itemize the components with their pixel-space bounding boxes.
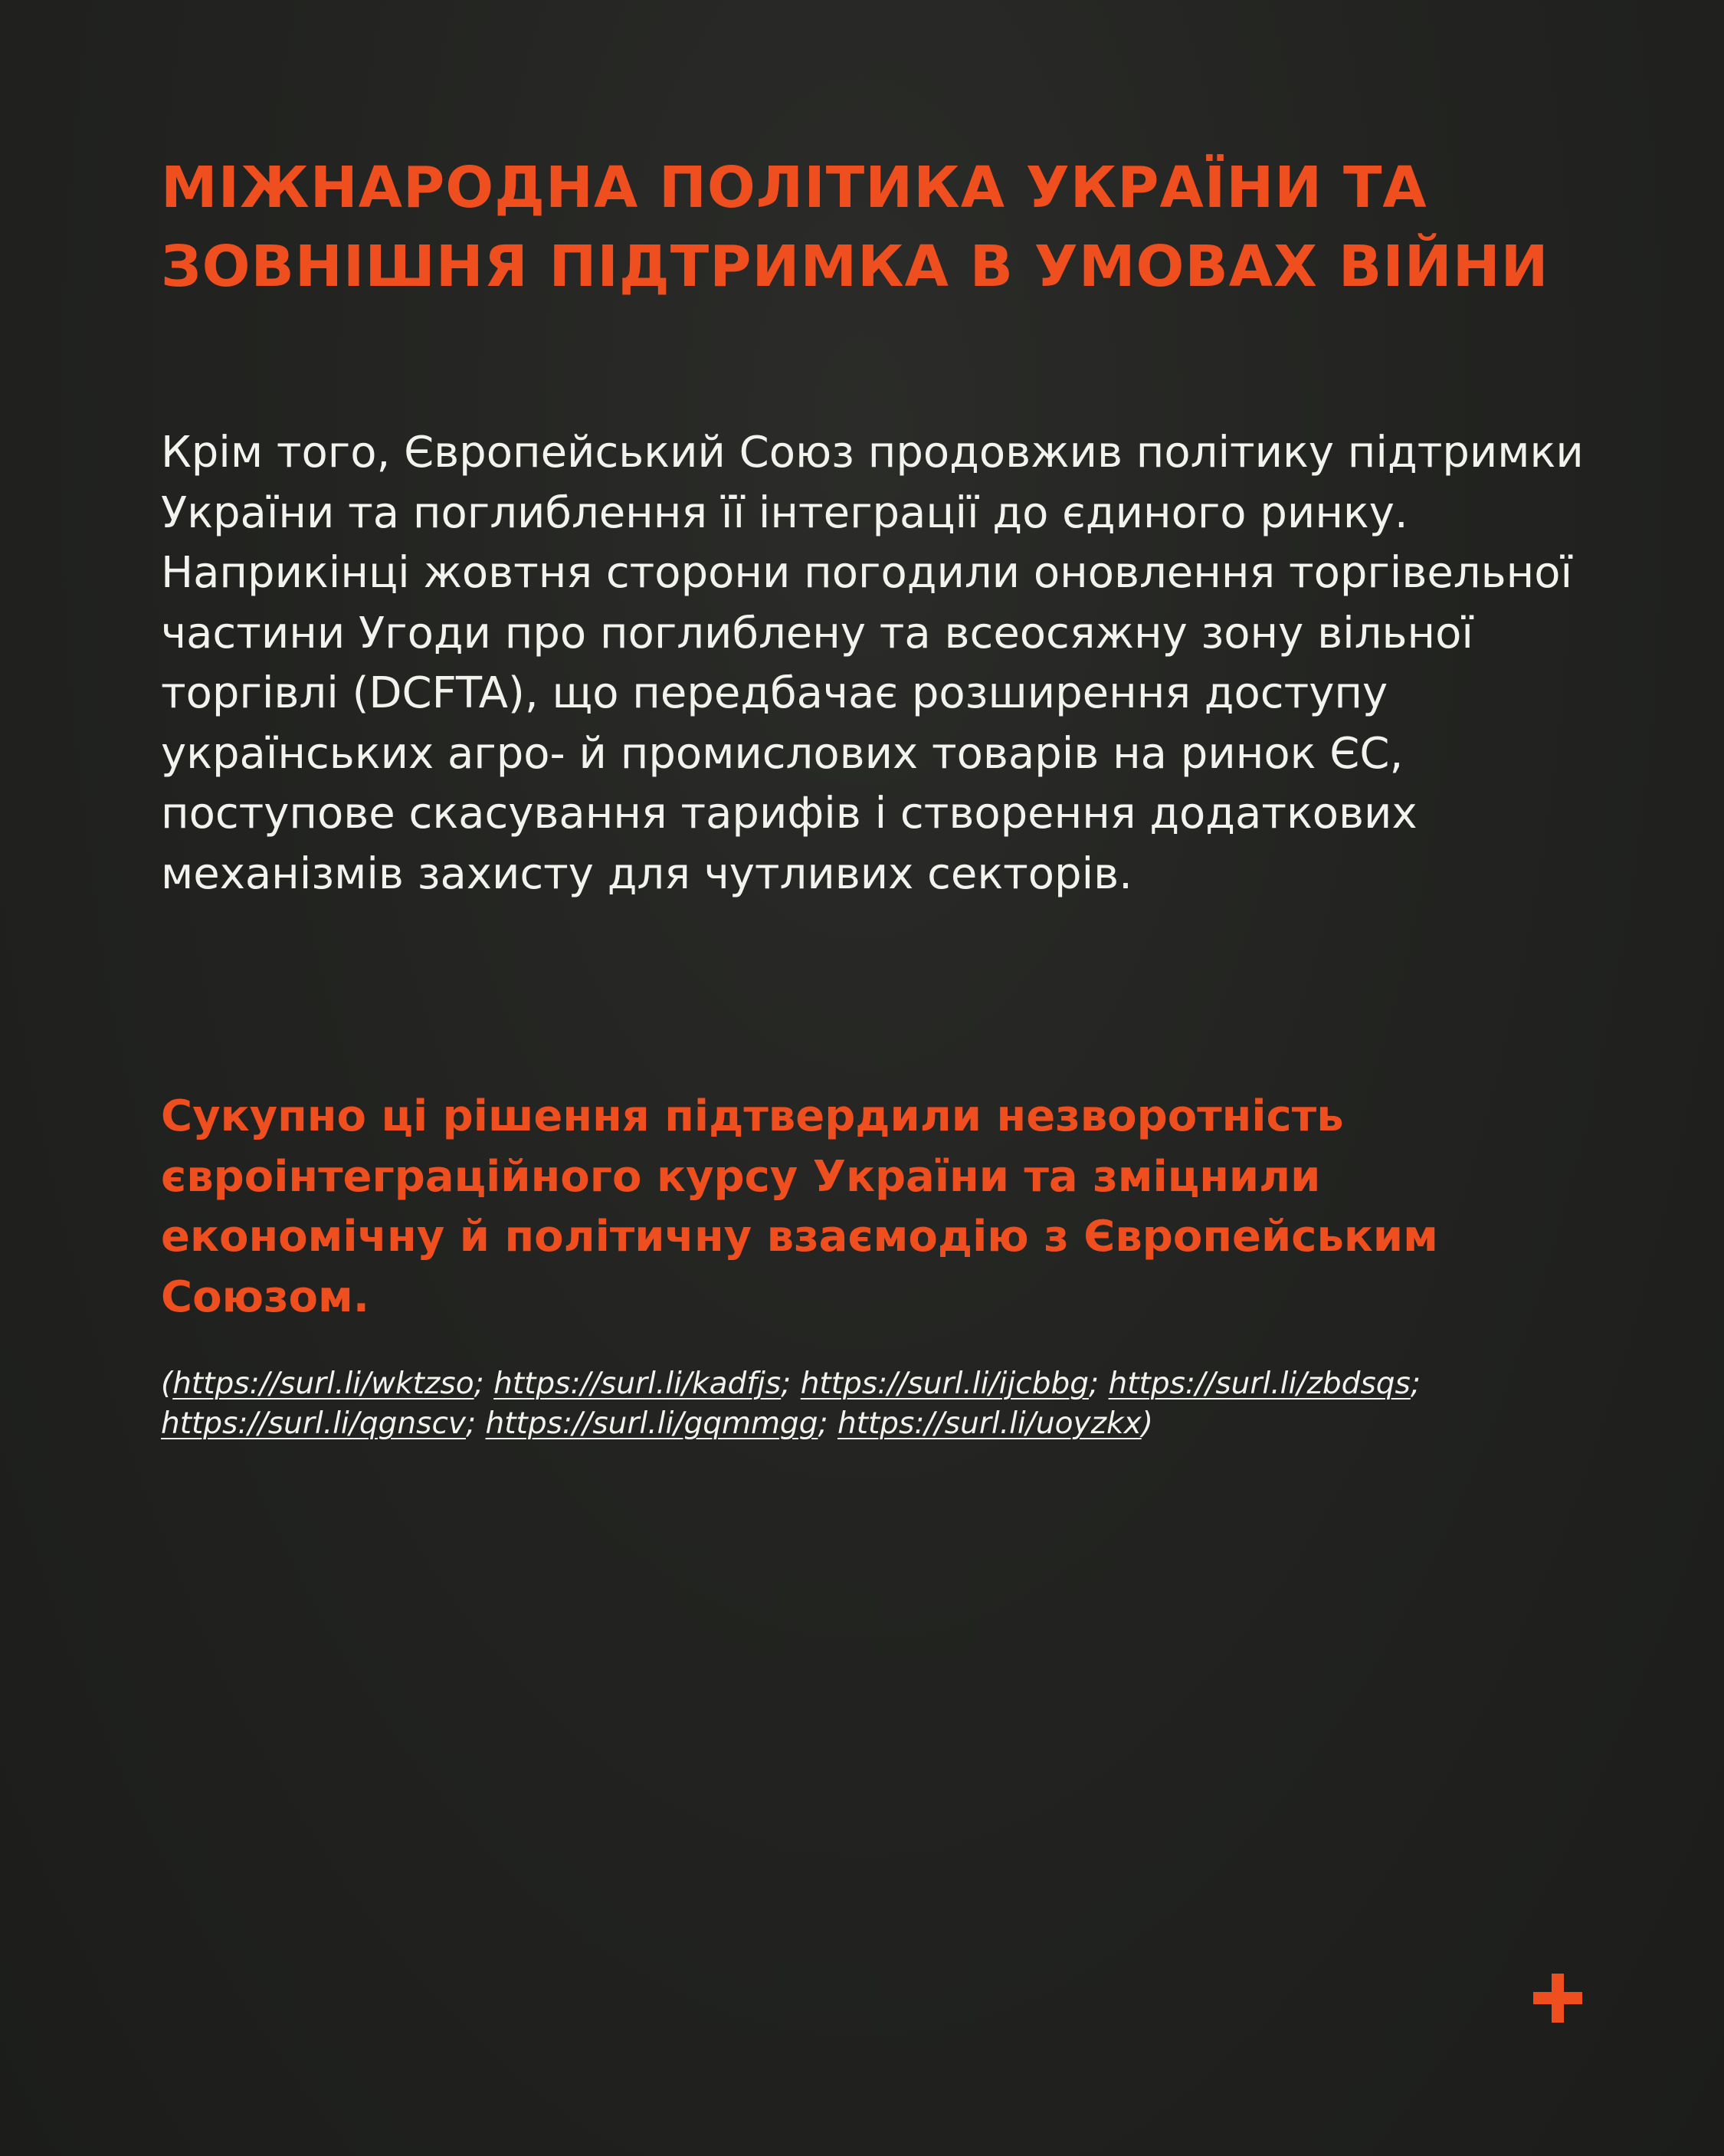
source-link-5[interactable]: https://surl.li/qgnscv: [161, 1406, 466, 1441]
source-link-6[interactable]: https://surl.li/gqmmgg: [485, 1406, 818, 1441]
source-link-1[interactable]: https://surl.li/wktzso: [172, 1367, 474, 1401]
sources-list: [161, 1364, 1617, 1444]
source-separator: ;: [781, 1367, 801, 1401]
page-title: [161, 149, 1663, 307]
source-link-4[interactable]: https://surl.li/zbdsqs: [1108, 1367, 1411, 1401]
page-title-line-2: ЗОВНІШНЯ ПІДТРИМКА В УМОВАХ ВІЙНИ: [161, 234, 1549, 300]
sources-close-paren: ): [1141, 1406, 1153, 1441]
source-link-2[interactable]: https://surl.li/kadfjs: [493, 1367, 782, 1401]
source-link-3[interactable]: https://surl.li/ijcbbg: [800, 1367, 1089, 1401]
body-paragraph: Крім того, Європейський Союз продовжив політику підтримки України та поглиблення її інтеграції до єдиного ринку. Наприкінці жовтня сторони погодили оновлення торгівельної частини Угоди про поглиблену та всеосяжну зону вільної торгівлі (DCFTA), що передбачає розширення доступу українських агро- й промислових товарів на ринок ЄС, поступове скасування тарифів і створення додаткових механізмів захисту для чутливих секторів.: [161, 428, 1584, 899]
source-separator: ;: [1410, 1367, 1421, 1401]
sources-open-paren: (: [161, 1367, 173, 1401]
page-title-line-1: МІЖНАРОДНА ПОЛІТИКА УКРАЇНИ ТА: [161, 155, 1427, 221]
source-separator: ;: [465, 1406, 486, 1441]
plus-icon: [1533, 1974, 1582, 2023]
source-separator: ;: [1089, 1367, 1109, 1401]
source-separator: ;: [474, 1367, 494, 1401]
source-separator: ;: [818, 1406, 837, 1441]
source-link-7[interactable]: https://surl.li/uoyzkx: [837, 1406, 1142, 1441]
highlight-paragraph: Сукупно ці рішення підтвердили незворотність євроінтеграційного курсу України та зміцнили економічну й політичну взаємодію з Європейським Союзом.: [161, 1091, 1438, 1322]
